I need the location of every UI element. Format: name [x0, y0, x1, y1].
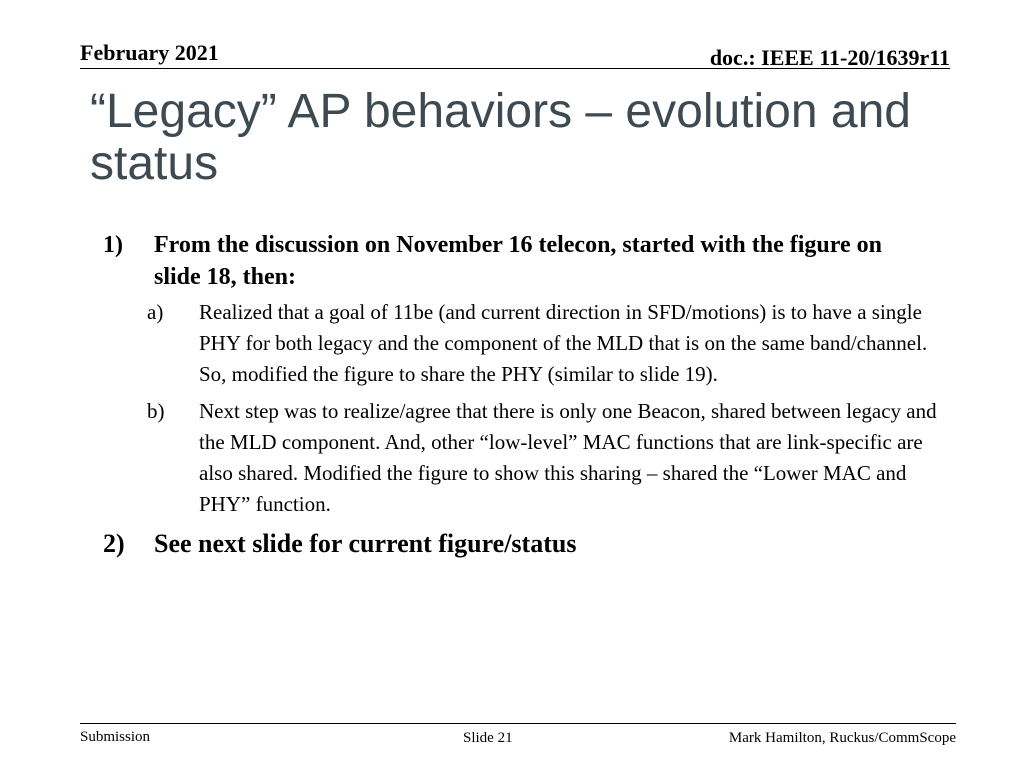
- list-item-2-text: See next slide for current figure/status: [154, 529, 577, 558]
- sub-item-b-text: Next step was to realize/agree that there is only one Beacon, shared between legacy and the MLD component. And, other “low-level” MAC functions that are link-specific are also shared. Modified the figure to show this sharing – shared the “Lower MAC and PHY” function.: [199, 399, 937, 516]
- slide-content: [0, 229, 1024, 560]
- sub-item-b-letter: b): [147, 399, 165, 423]
- header-divider: [80, 68, 950, 69]
- footer-submission: Submission: [80, 729, 151, 745]
- sub-item-a-text: Realized that a goal of 11be (and current direction in SFD/motions) is to have a single PHY for both legacy and the component of the MLD that is on the same band/channel. So, modified the figure to share the PHY (similar to slide 19).: [199, 300, 928, 386]
- header-date: February 2021: [80, 40, 219, 65]
- list-item-2-number: 2): [103, 529, 125, 558]
- footer-author: Mark Hamilton, Ruckus/CommScope: [728, 730, 956, 746]
- footer-slide-number: Slide 21: [463, 730, 513, 746]
- list-item-1-number: 1): [103, 232, 123, 258]
- list-item-1-text: From the discussion on November 16 telecon, started with the figure on slide 18, then:: [154, 232, 882, 290]
- header-doc-id: doc.: IEEE 11-20/1639r11: [709, 45, 950, 70]
- sub-item-b: [0, 396, 959, 520]
- sub-item-a: [0, 297, 959, 390]
- slide-title: “Legacy” AP behaviors – evolution and status: [90, 85, 911, 190]
- sub-item-a-letter: a): [147, 300, 164, 324]
- footer-divider: [80, 723, 956, 724]
- list-item-2: [0, 528, 914, 560]
- list-item-1: [0, 229, 914, 293]
